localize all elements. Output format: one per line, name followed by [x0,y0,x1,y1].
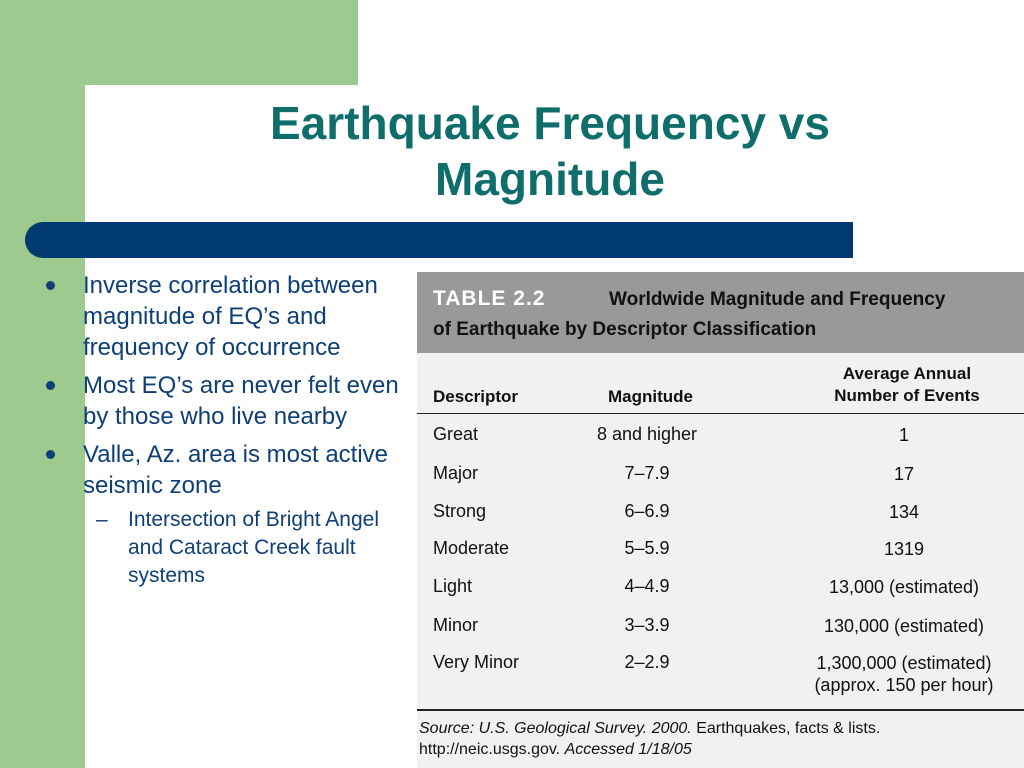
bullet-item [44,439,404,501]
sub-bullet-item [44,506,404,590]
table-row [417,530,1024,568]
cell-events: 134 [888,502,920,522]
cell-events: 1319 [883,539,925,559]
bullet-list [44,270,404,590]
cell-magnitude: 5–5.9 [624,538,670,558]
cell-magnitude: 3–3.9 [624,615,670,635]
bullet-item [44,370,404,432]
table-source-note [419,718,880,760]
table-caption-line-2: of Earthquake by Descriptor Classification [433,319,817,340]
bullet-text: Inverse correlation between magnitude of EQ’s and frequency of occurrence [83,272,378,361]
source-url: http://neic.usgs.gov. [419,741,561,758]
table-tag: TABLE 2.2 [433,287,546,310]
cell-descriptor: Very Minor [433,652,520,672]
cell-descriptor: Moderate [433,538,510,558]
cell-descriptor: Minor [433,615,479,635]
magnitude-frequency-table [417,272,1024,768]
table-bottom-rule [417,709,1024,711]
table-column-headers [417,353,1024,414]
cell-descriptor: Strong [433,501,487,521]
title-divider-bar [25,222,853,258]
source-accessed: Accessed 1/18/05 [564,741,692,758]
cell-events-note: (approx. 150 per hour) [814,675,994,695]
column-header-avg-line-1: Average Annual [842,364,972,383]
cell-events: 1 [898,425,909,445]
bullet-dot-icon [46,450,55,459]
column-header-average-annual [812,363,1002,407]
cell-events-value: 1,300,000 (estimated) [816,653,992,673]
bullet-dot-icon [46,281,55,290]
cell-events: 17 [893,464,915,484]
table-row [417,644,1024,704]
cell-events: 130,000 (estimated) [823,616,985,636]
table-row [417,568,1024,606]
table-row [417,493,1024,531]
column-header-descriptor: Descriptor [433,387,519,406]
column-header-magnitude: Magnitude [608,387,693,406]
slide-title [200,95,900,207]
bullet-text: Valle, Az. area is most active seismic zone [83,441,389,499]
cell-events: 13,000 (estimated) [828,577,980,597]
table-caption-header [417,272,1024,353]
cell-magnitude: 8 and higher [596,424,698,444]
cell-descriptor: Light [433,576,473,596]
cell-magnitude: 4–4.9 [624,576,670,596]
cell-descriptor: Major [433,463,479,483]
source-citation: Source: U.S. Geological Survey. 2000. [419,720,692,737]
title-line-1: Earthquake Frequency vs [270,97,830,149]
column-header-avg-line-2: Number of Events [834,386,980,405]
bullet-item [44,270,404,363]
green-top-band [0,0,358,85]
cell-events [789,652,1019,696]
table-caption-line-1: Worldwide Magnitude and Frequency [609,289,946,310]
cell-magnitude: 6–6.9 [624,501,670,521]
bullet-text: Most EQ’s are never felt even by those who live nearby [83,372,399,430]
source-title: Earthquakes, facts & lists. [696,720,881,737]
table-row [417,416,1024,454]
cell-descriptor: Great [433,424,479,444]
cell-magnitude: 2–2.9 [624,652,670,672]
cell-magnitude: 7–7.9 [624,463,670,483]
bullet-dot-icon [46,381,55,390]
table-row [417,455,1024,493]
table-row [417,607,1024,645]
sub-bullet-text: Intersection of Bright Angel and Cataract Creek fault systems [128,508,379,587]
sub-bullet-dash: – [96,508,108,531]
title-line-2: Magnitude [435,153,665,205]
